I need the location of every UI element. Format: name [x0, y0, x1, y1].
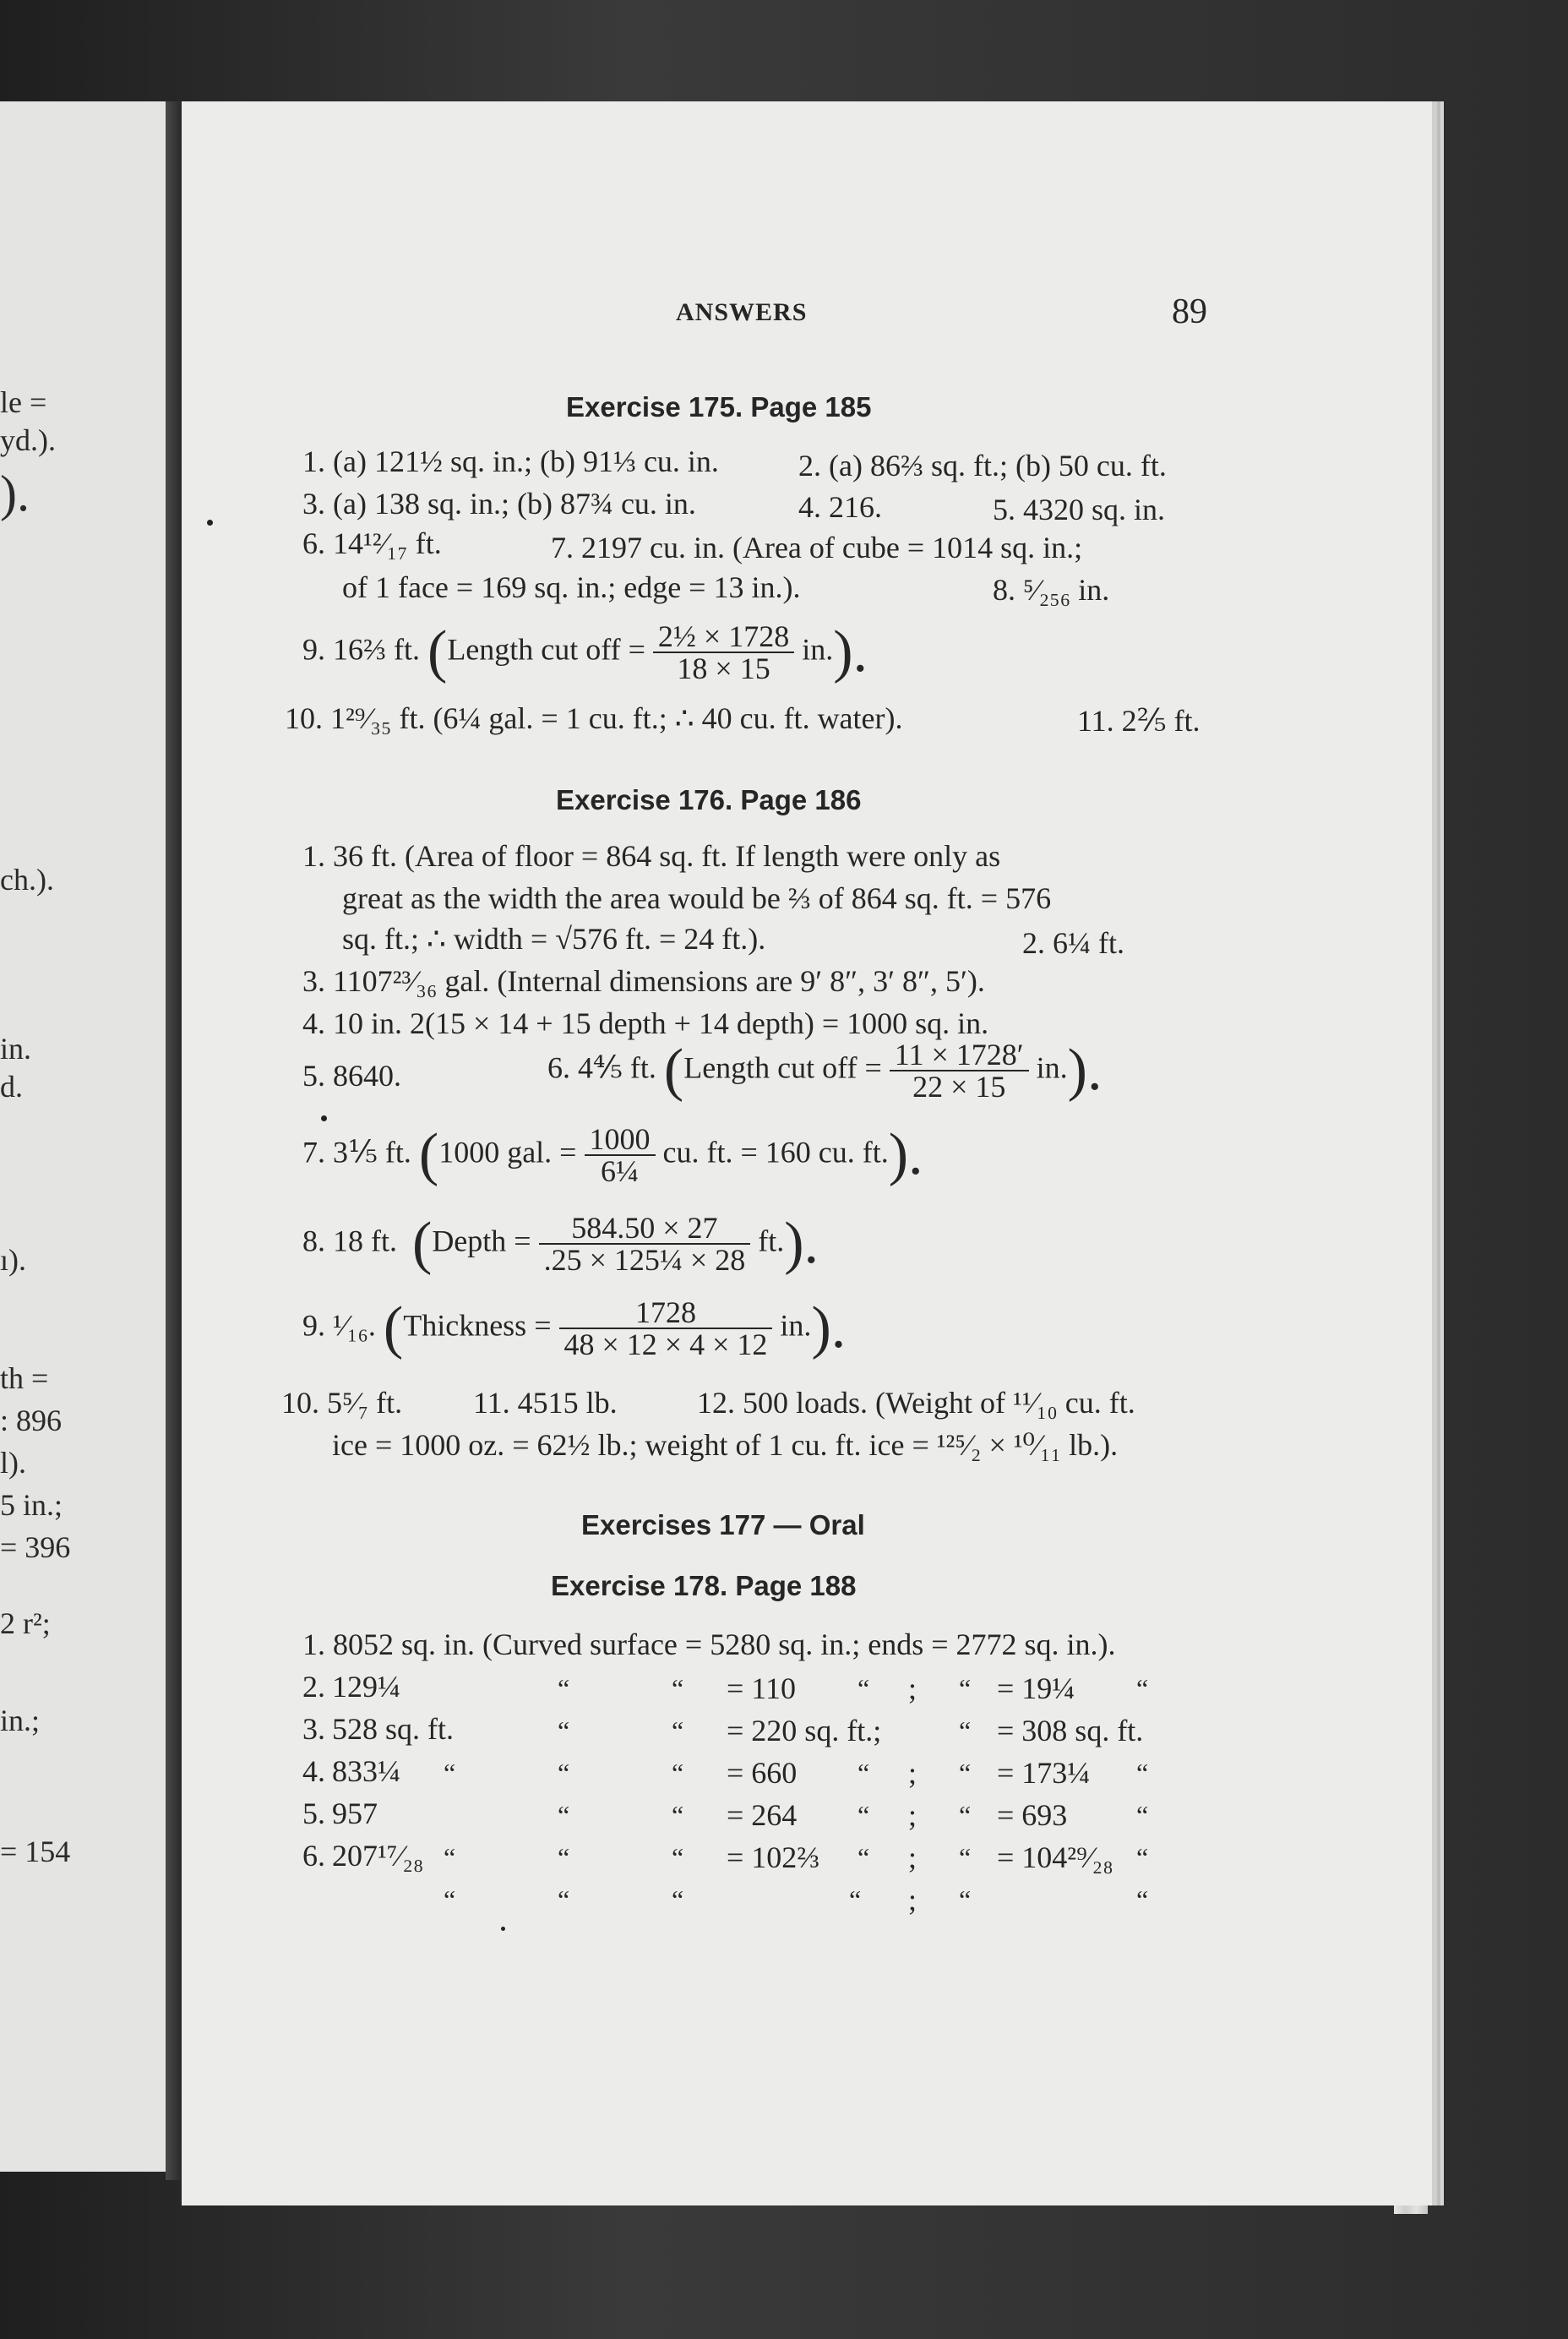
- answer-line-fraction: 9. ¹⁄₁₆. (Thickness = $\frac{1728}{48 \times 12 \times 4 \times 12}$ in.).: [302, 1295, 847, 1361]
- left-fragment: 5 in.;: [0, 1488, 63, 1522]
- left-fragment: = 154: [0, 1835, 71, 1868]
- answer-line: 8. ⁵⁄₂₅₆ in.: [993, 573, 1110, 607]
- left-fragment: le =: [0, 385, 47, 419]
- answer-line: great as the width the area would be ⅔ of 864 sq. ft. = 576: [342, 881, 1052, 915]
- answer-line: of 1 face = 169 sq. in.; edge = 13 in.).: [342, 570, 801, 604]
- answer-line: 10. 1²⁹⁄₃₅ ft. (6¼ gal. = 1 cu. ft.; ∴ 40 cu. ft. water).: [285, 701, 903, 735]
- answer-line-fraction: 6. 4⅘ ft. (Length cut off = $\frac{11 \times 1728'}{22 \times 15}$ in.).: [547, 1038, 1102, 1104]
- page-number: 89: [1172, 292, 1207, 331]
- answer-line: 4. 216.: [798, 490, 882, 524]
- left-fragment: ı).: [0, 1243, 26, 1277]
- left-fragment: ).: [0, 466, 30, 521]
- left-fragment: th =: [0, 1361, 49, 1395]
- left-fragment: 2 r²;: [0, 1606, 51, 1640]
- answer-line: 11. 2⅖ ft.: [1077, 704, 1200, 738]
- answer-line: 10. 5⁵⁄₇ ft.: [281, 1386, 403, 1420]
- exercise-177-heading: Exercises 177 — Oral: [581, 1509, 865, 1540]
- answer-line: 4. 10 in. 2(15 × 14 + 15 depth + 14 depth) = 1000 sq. in.: [302, 1006, 989, 1040]
- answers-page: ANSWERS 89 Exercise 175. Page 185 1. (a) 121½ sq. in.; (b) 91⅓ cu. in. 2. (a) 86⅔ sq. ft.; (b) 50 cu. ft. 3. (a) 138 sq. in.; (b) 87¾ cu. in. 4. 216. 5. 4320 sq. in. 6. 14¹²⁄₁₇ ft. 7. 2197 cu. in. (Area of cube = 1014 sq. in.; of 1 face = 169 sq. in.; edge = 13 in.). 8. ⁵⁄₂₅₆ in. 9. 16⅔ ft. (Length cut off = $\frac{\text{2½ × 1728}}{18 \times 15}$ in.). 10. 1²⁹⁄₃₅ ft. (6¼ gal. = 1 cu. ft.; ∴ 40 cu. ft. water). 11. 2⅖ ft. Exercise 176. Page 186 1. 36 ft. (Area of floor = 864 sq. ft. If length were only as great as the width the area would be ⅔ of 864 sq. ft. = 576 sq. ft.; ∴ width = √576 ft. = 24 ft.). 2. 6¼ ft. 3. 1107²³⁄₃₆ gal. (Internal dimensions are 9′ 8″, 3′ 8″, 5′). 4. 10 in. 2(15 × 14 + 15 depth + 14 depth) = 1000 sq. in. 5. 8640. 6. 4⅘ ft. (Length cut off = $\frac{11 \times 1728'}{22 \times 15}$ in.). 7. 3⅕ ft. (1000 gal. = $\frac{1000}{\text{6¼}}$ cu. ft. = 160 cu. ft.). 8. 18 ft. (Depth = $\frac{584.50 \times 27}{\text{.25 × 125¼ × 28}}$ ft.). 9. ¹⁄₁₆. (Thickness = $\frac{1728}{48 \times 12 \times 4 \times 12}$ in.). 10. 5⁵⁄₇ ft. 11. 4515 lb. 12. 500 loads. (Weight of ¹¹⁄₁₀ cu. ft. ice = 1000 oz. = 62½ lb.; weight of 1 cu. ft. ice = ¹²⁵⁄₂ × ¹⁰⁄₁₁ lb.). Exercises 177 — Oral Exercise 178. Page 188 1. 8052 sq. in. (Curved surface = 5280 sq. in.; ends = 2772 sq. in.). 2. 129¼ “ “ = 110 “ ; “ = 19¼ “ 3. 528 sq. ft. “ “ = 220 sq. ft.; “ = 308 sq. ft. 4. 833¼ “ “ “ = 660 “ ; “ = 173¼ “ 5. 957 “ “ = 264 “ ; “ = 693 “ 6. 207¹⁷⁄₂₈ “ “ “ = 102⅔ “ ; “ = 104²⁹⁄₂₈ “ “ “ “ “ ; “ “: [182, 101, 1432, 2205]
- answer-line: 3. 1107²³⁄₃₆ gal. (Internal dimensions are 9′ 8″, 3′ 8″, 5′).: [302, 964, 985, 998]
- exercise-176-heading: Exercise 176. Page 186: [556, 784, 862, 815]
- answer-line: sq. ft.; ∴ width = √576 ft. = 24 ft.).: [342, 922, 766, 956]
- left-fragment: ch.).: [0, 863, 54, 897]
- answer-line: 1. (a) 121½ sq. in.; (b) 91⅓ cu. in.: [302, 444, 719, 478]
- fraction: $\frac{584.50 \times 27}{\text{.25 × 125¼ × 28}}$: [539, 1213, 751, 1275]
- exercise-178-heading: Exercise 178. Page 188: [551, 1570, 857, 1601]
- answer-line: ice = 1000 oz. = 62½ lb.; weight of 1 cu. ft. ice = ¹²⁵⁄₂ × ¹⁰⁄₁₁ lb.).: [332, 1428, 1119, 1462]
- answer-line: 6. 14¹²⁄₁₇ ft.: [302, 526, 442, 560]
- left-fragment: d.: [0, 1070, 23, 1104]
- answer-line: 1. 36 ft. (Area of floor = 864 sq. ft. If length were only as: [302, 839, 1001, 873]
- answer-line-fraction: 9. 16⅔ ft. (Length cut off = $\frac{\text{2½ × 1728}}{18 \times 15}$ in.).: [302, 619, 868, 685]
- answer-line: 1. 8052 sq. in. (Curved surface = 5280 sq. in.; ends = 2772 sq. in.).: [302, 1627, 1116, 1661]
- exercise-175-heading: Exercise 175. Page 185: [566, 391, 872, 423]
- left-fragment: : 896: [0, 1404, 63, 1437]
- answer-line-fraction: 7. 3⅕ ft. (1000 gal. = $\frac{1000}{\text{6¼}}$ cu. ft. = 160 cu. ft.).: [302, 1122, 923, 1188]
- speck: [321, 1115, 327, 1121]
- fraction: $\frac{11 \times 1728'}{22 \times 15}$: [890, 1039, 1029, 1102]
- fraction: $\frac{\text{2½ × 1728}}{18 \times 15}$: [653, 621, 794, 684]
- left-facing-page: [0, 101, 169, 2172]
- left-fragment: l).: [0, 1446, 26, 1480]
- running-head: ANSWERS: [676, 298, 808, 326]
- answer-line: 5. 8640.: [302, 1059, 401, 1093]
- fraction: $\frac{1728}{48 \times 12 \times 4 \times 12}$: [559, 1297, 773, 1360]
- answer-line: 2. 6¼ ft.: [1022, 926, 1124, 960]
- speck: [501, 1927, 505, 1931]
- answer-line: 11. 4515 lb.: [473, 1386, 618, 1420]
- left-fragment: = 396: [0, 1530, 71, 1564]
- fraction: $\frac{1000}{\text{6¼}}$: [585, 1124, 656, 1186]
- answer-line: 12. 500 loads. (Weight of ¹¹⁄₁₀ cu. ft.: [697, 1386, 1135, 1420]
- answer-line: 5. 4320 sq. in.: [993, 493, 1166, 526]
- left-fragment: in.: [0, 1032, 32, 1066]
- answer-line: 2. (a) 86⅔ sq. ft.; (b) 50 cu. ft.: [798, 449, 1167, 483]
- answer-line-fraction: 8. 18 ft. (Depth = $\frac{584.50 \times 27}{\text{.25 × 125¼ × 28}}$ ft.).: [302, 1211, 819, 1277]
- left-fragment: yd.).: [0, 423, 56, 457]
- answer-line: 3. (a) 138 sq. in.; (b) 87¾ cu. in.: [302, 487, 696, 521]
- answer-line: 7. 2197 cu. in. (Area of cube = 1014 sq. in.;: [551, 531, 1083, 564]
- left-fragment: in.;: [0, 1704, 41, 1737]
- speck: [207, 520, 213, 526]
